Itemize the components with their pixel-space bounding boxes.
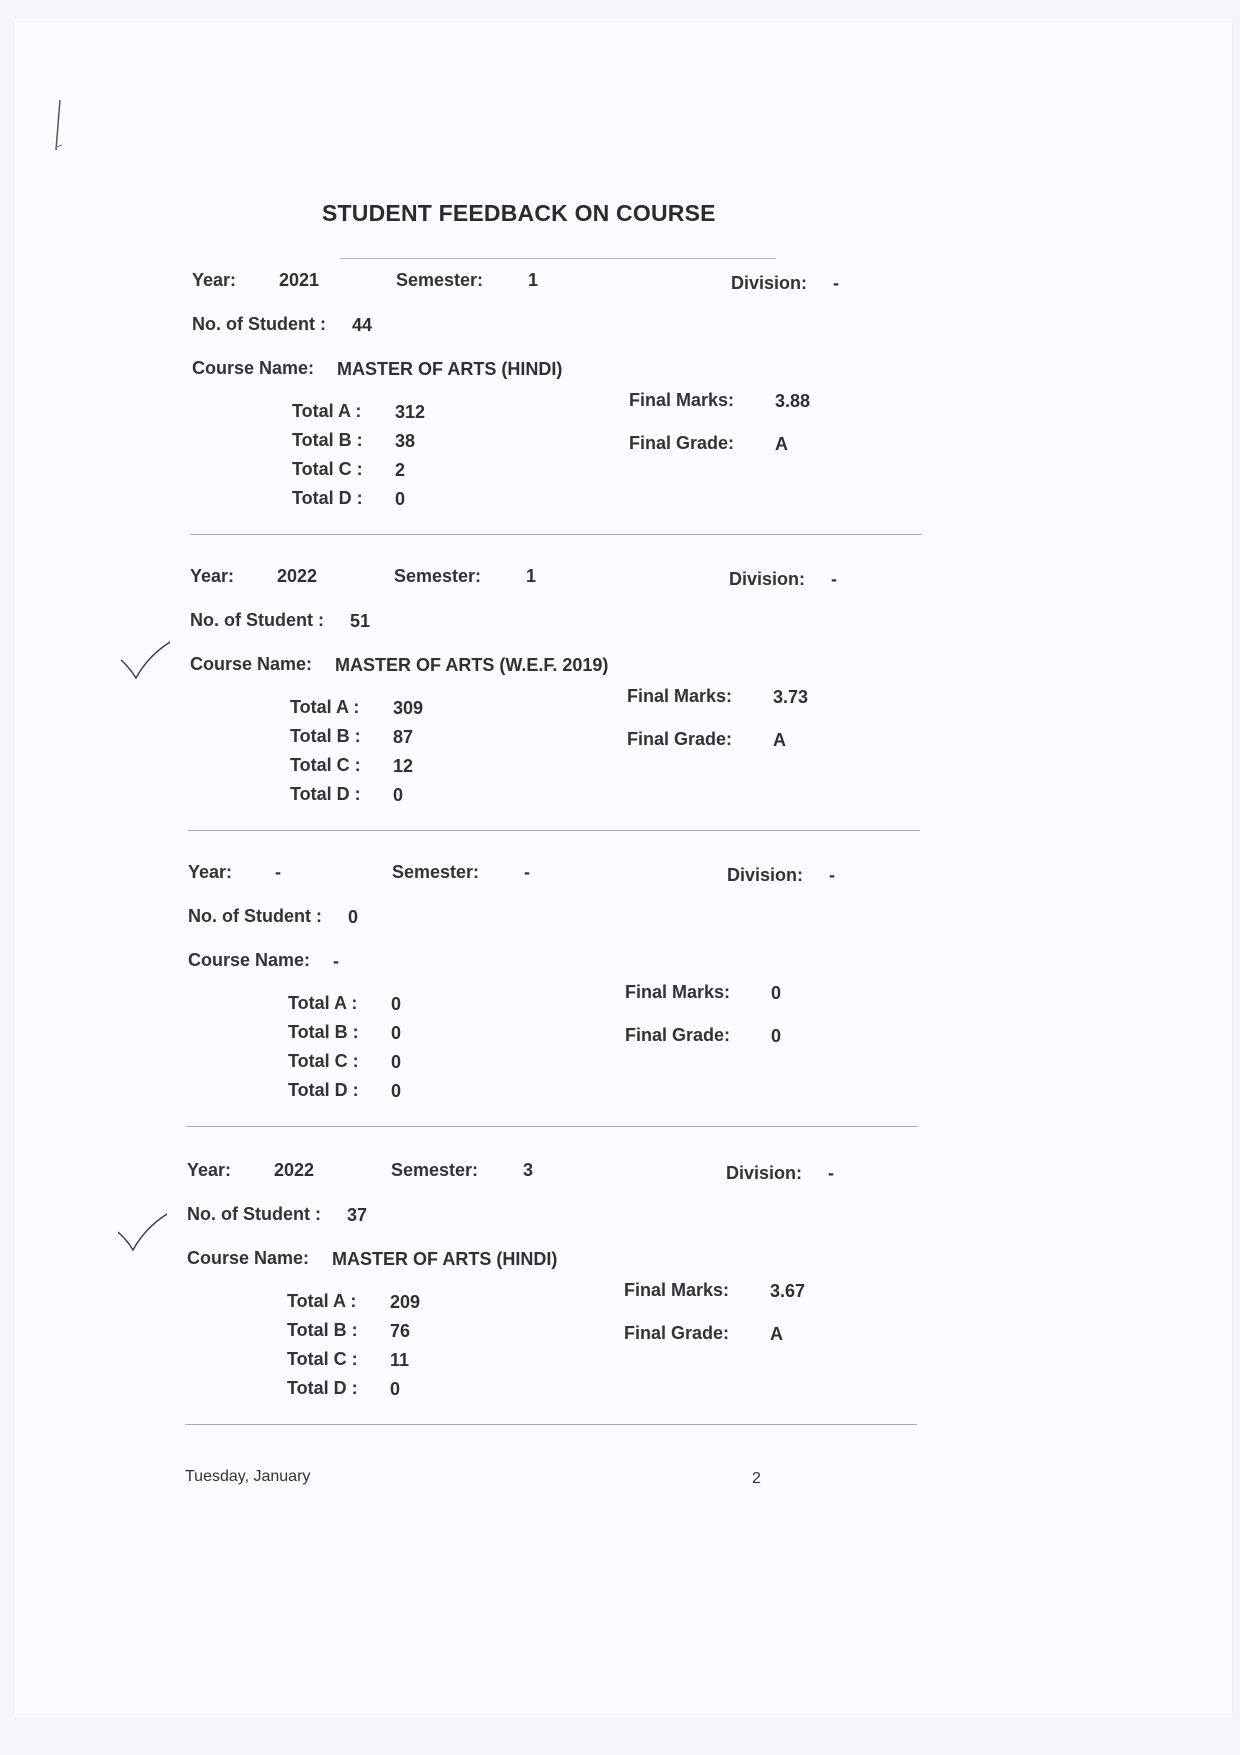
course-name-value: MASTER OF ARTS (HINDI) (337, 359, 563, 379)
course-name-label: Course Name: (190, 654, 313, 674)
division-label: Division: (727, 865, 804, 885)
semester-label: Semester: (396, 270, 484, 290)
total-c-label: Total C : (290, 755, 361, 775)
final-grade-label: Final Grade: (625, 1025, 731, 1045)
total-b-value: 0 (391, 1023, 402, 1043)
total-a-value: 312 (395, 402, 426, 422)
final-grade-value: A (770, 1324, 783, 1344)
semester-value: 3 (523, 1160, 534, 1180)
final-marks-label: Final Marks: (625, 982, 731, 1002)
no-of-student-value: 37 (347, 1205, 368, 1225)
feedback-record (0, 862, 1236, 1152)
total-d-value: 0 (395, 489, 406, 509)
total-c-value: 0 (391, 1052, 402, 1072)
total-c-label: Total C : (288, 1051, 359, 1071)
division-value: - (829, 865, 835, 885)
final-marks-label: Final Marks: (624, 1280, 730, 1300)
division-value: - (833, 273, 839, 293)
total-c-value: 12 (393, 756, 414, 776)
final-marks-value: 3.67 (770, 1281, 806, 1301)
semester-label: Semester: (391, 1160, 479, 1180)
check-mark-icon (115, 1210, 175, 1260)
total-c-value: 11 (390, 1350, 410, 1370)
division-label: Division: (731, 273, 808, 293)
no-of-student-value: 0 (348, 907, 359, 927)
total-c-label: Total C : (287, 1349, 358, 1369)
final-marks-label: Final Marks: (629, 390, 735, 410)
total-c-value: 2 (395, 460, 406, 480)
year-value: 2021 (279, 270, 320, 290)
course-name-label: Course Name: (192, 358, 315, 378)
total-d-value: 0 (390, 1379, 401, 1399)
no-of-student-label: No. of Student : (188, 906, 322, 926)
no-of-student-label: No. of Student : (192, 314, 326, 334)
no-of-student-label: No. of Student : (187, 1204, 321, 1224)
total-a-label: Total A : (287, 1291, 357, 1311)
course-name-value: MASTER OF ARTS (HINDI) (332, 1249, 558, 1269)
total-d-value: 0 (393, 785, 404, 805)
final-grade-value: A (773, 730, 786, 750)
no-of-student-value: 44 (352, 315, 373, 335)
footer-date: Tuesday, January (185, 1468, 311, 1485)
year-value: 2022 (274, 1160, 315, 1180)
total-c-label: Total C : (292, 459, 363, 479)
year-label: Year: (190, 566, 235, 586)
semester-value: 1 (528, 270, 539, 290)
total-b-label: Total B : (290, 726, 361, 746)
total-a-label: Total A : (288, 993, 358, 1013)
total-d-value: 0 (391, 1081, 402, 1101)
total-a-value: 0 (391, 994, 402, 1014)
division-label: Division: (729, 569, 806, 589)
no-of-student-value: 51 (350, 611, 371, 631)
record-divider (188, 830, 920, 831)
pen-mark-icon (50, 95, 70, 155)
total-a-value: 309 (393, 698, 424, 718)
semester-label: Semester: (394, 566, 482, 586)
total-a-label: Total A : (292, 401, 362, 421)
year-value: - (275, 862, 281, 882)
total-d-label: Total D : (290, 784, 361, 804)
final-grade-value: 0 (771, 1026, 782, 1046)
final-marks-label: Final Marks: (627, 686, 733, 706)
final-grade-label: Final Grade: (627, 729, 733, 749)
total-b-label: Total B : (288, 1022, 359, 1042)
feedback-record (0, 270, 1240, 560)
course-name-value: MASTER OF ARTS (W.E.F. 2019) (335, 655, 609, 675)
record-divider (186, 1126, 918, 1127)
total-a-value: 209 (390, 1292, 421, 1312)
title-divider (340, 258, 776, 259)
final-grade-value: A (775, 434, 788, 454)
record-divider (185, 1424, 917, 1425)
no-of-student-label: No. of Student : (190, 610, 324, 630)
year-value: 2022 (277, 566, 318, 586)
total-b-value: 76 (390, 1321, 411, 1341)
page-number: 2 (752, 1470, 761, 1487)
course-name-label: Course Name: (188, 950, 311, 970)
page-title: STUDENT FEEDBACK ON COURSE (322, 200, 716, 226)
semester-label: Semester: (392, 862, 480, 882)
course-name-value: - (333, 951, 339, 971)
total-b-label: Total B : (287, 1320, 358, 1340)
total-b-value: 38 (395, 431, 416, 451)
feedback-record (0, 566, 1238, 856)
total-d-label: Total D : (287, 1378, 358, 1398)
final-grade-label: Final Grade: (629, 433, 735, 453)
division-value: - (828, 1163, 834, 1183)
check-mark-icon (118, 638, 178, 688)
semester-value: - (524, 862, 530, 882)
total-d-label: Total D : (288, 1080, 359, 1100)
division-label: Division: (726, 1163, 803, 1183)
year-label: Year: (188, 862, 233, 882)
total-a-label: Total A : (290, 697, 360, 717)
final-grade-label: Final Grade: (624, 1323, 730, 1343)
year-label: Year: (192, 270, 237, 290)
year-label: Year: (187, 1160, 232, 1180)
final-marks-value: 3.88 (775, 391, 811, 411)
total-b-label: Total B : (292, 430, 363, 450)
division-value: - (831, 569, 837, 589)
total-b-value: 87 (393, 727, 414, 747)
total-d-label: Total D : (292, 488, 363, 508)
final-marks-value: 0 (771, 983, 782, 1003)
final-marks-value: 3.73 (773, 687, 809, 707)
feedback-record (0, 1160, 1235, 1450)
record-divider (190, 534, 922, 535)
semester-value: 1 (526, 566, 537, 586)
course-name-label: Course Name: (187, 1248, 310, 1268)
